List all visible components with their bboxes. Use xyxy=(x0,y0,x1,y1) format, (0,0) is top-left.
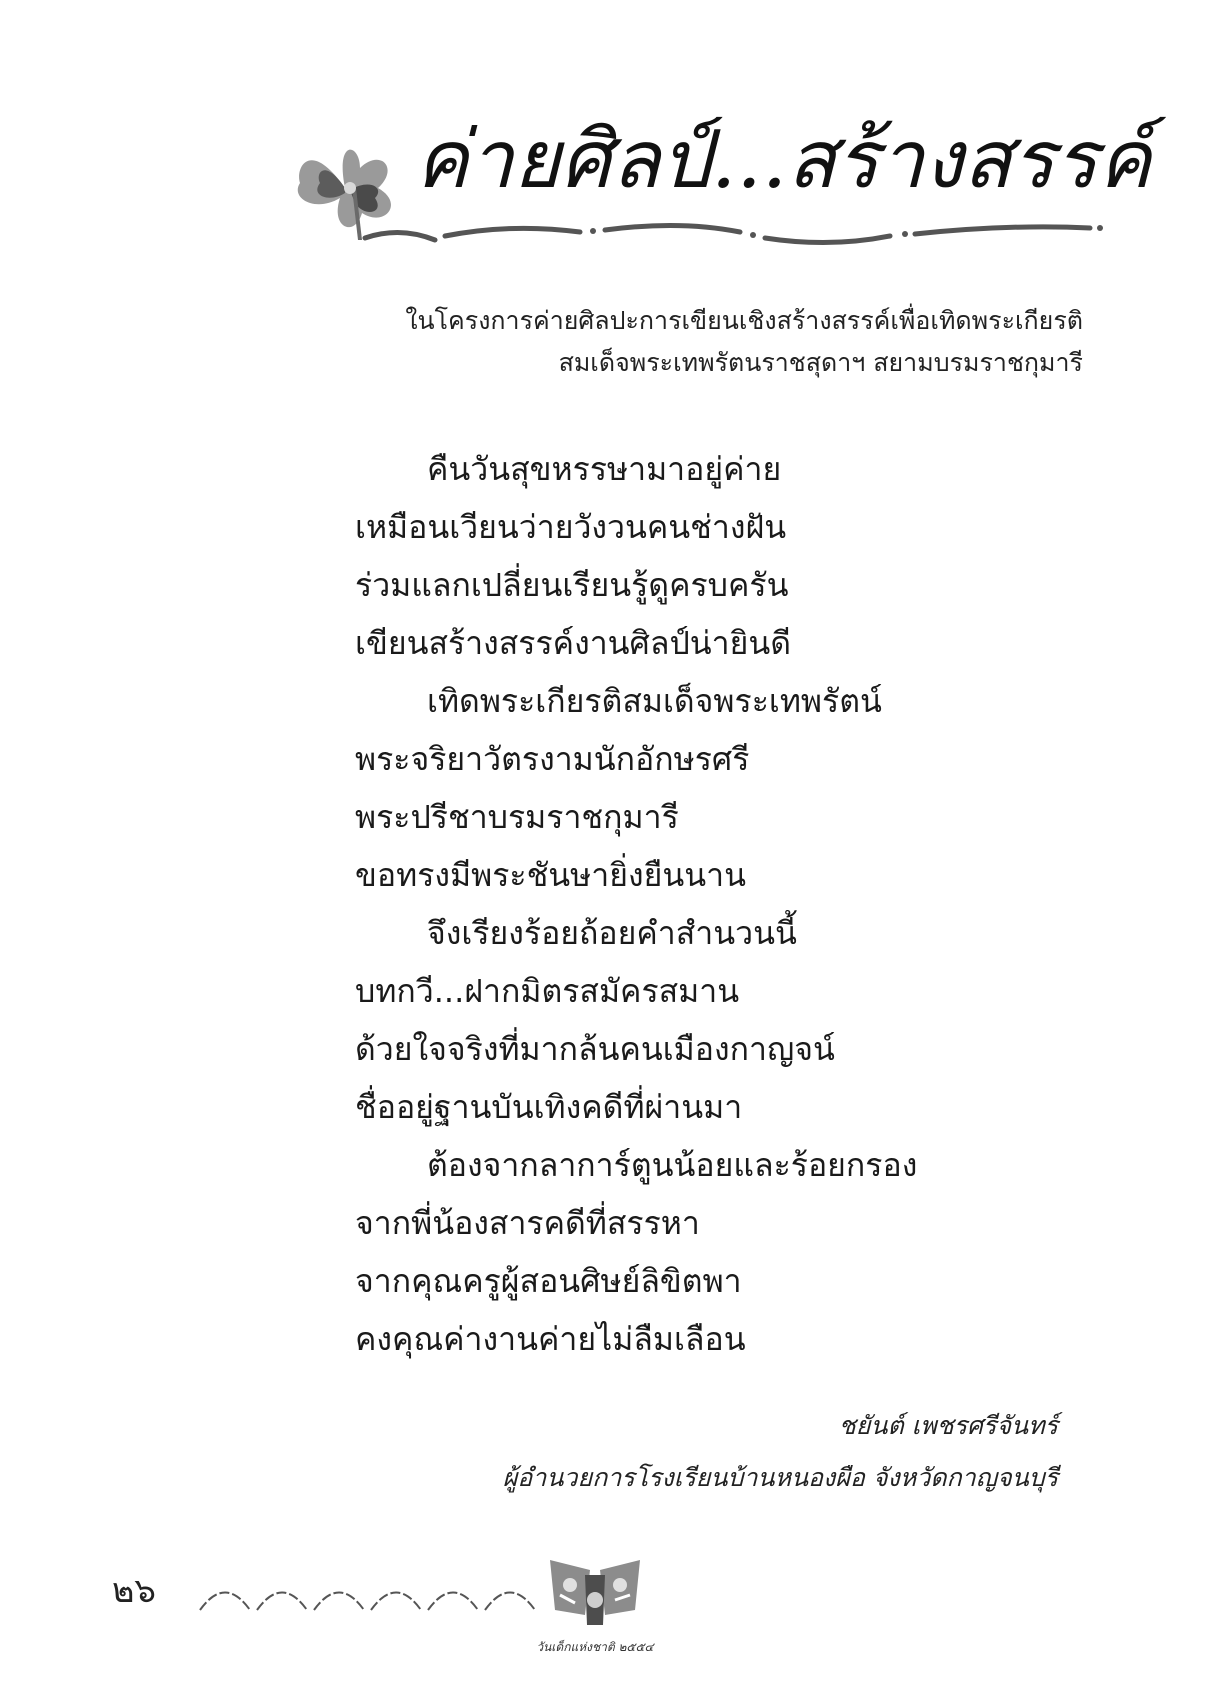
author-position: ผู้อำนวยการโรงเรียนบ้านหนองผือ จังหวัดกาญจนบุรี xyxy=(502,1463,1058,1492)
kids-camp-logo-icon xyxy=(545,1555,645,1635)
author-block xyxy=(503,1400,1058,1504)
poem-line: เขียนสร้างสรรค์งานศิลป์น่ายินดี xyxy=(355,624,792,662)
poem-line: พระจริยาวัตรงามนักอักษรศรี xyxy=(355,740,750,778)
footer-arc-decoration xyxy=(195,1570,540,1620)
poem-line: ชื่ออยู่ฐานบันเทิงคดีที่ผ่านมา xyxy=(355,1088,743,1126)
poem-line: เทิดพระเกียรติสมเด็จพระเทพรัตน์ xyxy=(427,682,882,720)
poem-line: บทกวี...ฝากมิตรสมัครสมาน xyxy=(355,972,740,1010)
project-subtitle xyxy=(383,300,1083,384)
subtitle-line: ในโครงการค่ายศิลปะการเขียนเชิงสร้างสรรค์เพื่อเทิดพระเกียรติ xyxy=(405,306,1083,335)
poem-line: ร่วมแลกเปลี่ยนเรียนรู้ดูครบครัน xyxy=(355,566,789,604)
subtitle-line: สมเด็จพระเทพรัตนราชสุดาฯ สยามบรมราชกุมารี xyxy=(558,348,1083,377)
poem-line: ขอทรงมีพระชันษายิ่งยืนนาน xyxy=(355,856,746,894)
poem-line: จากคุณครูผู้สอนศิษย์ลิขิตพา xyxy=(355,1262,742,1300)
footer-caption: วันเด็กแห่งชาติ ๒๕๕๔ xyxy=(536,1640,654,1654)
poem-line: ด้วยใจจริงที่มากล้นคนเมืองกาญจน์ xyxy=(355,1030,835,1068)
poem-line: พระปรีชาบรมราชกุมารี xyxy=(355,798,679,836)
page-number: ๒๖ xyxy=(112,1571,156,1611)
author-name: ชยันต์ เพชรศรีจันทร์ xyxy=(838,1411,1058,1440)
poem-line: คืนวันสุขหรรษามาอยู่ค่าย xyxy=(427,450,782,488)
poem-line: จากพี่น้องสารคดีที่สรรหา xyxy=(355,1204,700,1242)
poem-line: จึงเรียงร้อยถ้อยคำสำนวนนี้ xyxy=(427,914,797,952)
poem-line: คงคุณค่างานค่ายไม่ลืมเลือน xyxy=(355,1320,746,1358)
poem-line: ต้องจากลาการ์ตูนน้อยและร้อยกรอง xyxy=(427,1146,918,1184)
poem xyxy=(355,440,917,1368)
page-title: ค่ายศิลป์...สร้างสรรค์ xyxy=(415,113,1152,206)
title-underline-decoration xyxy=(360,218,1105,258)
poem-line: เหมือนเวียนว่ายวังวนคนช่างฝัน xyxy=(355,508,787,546)
